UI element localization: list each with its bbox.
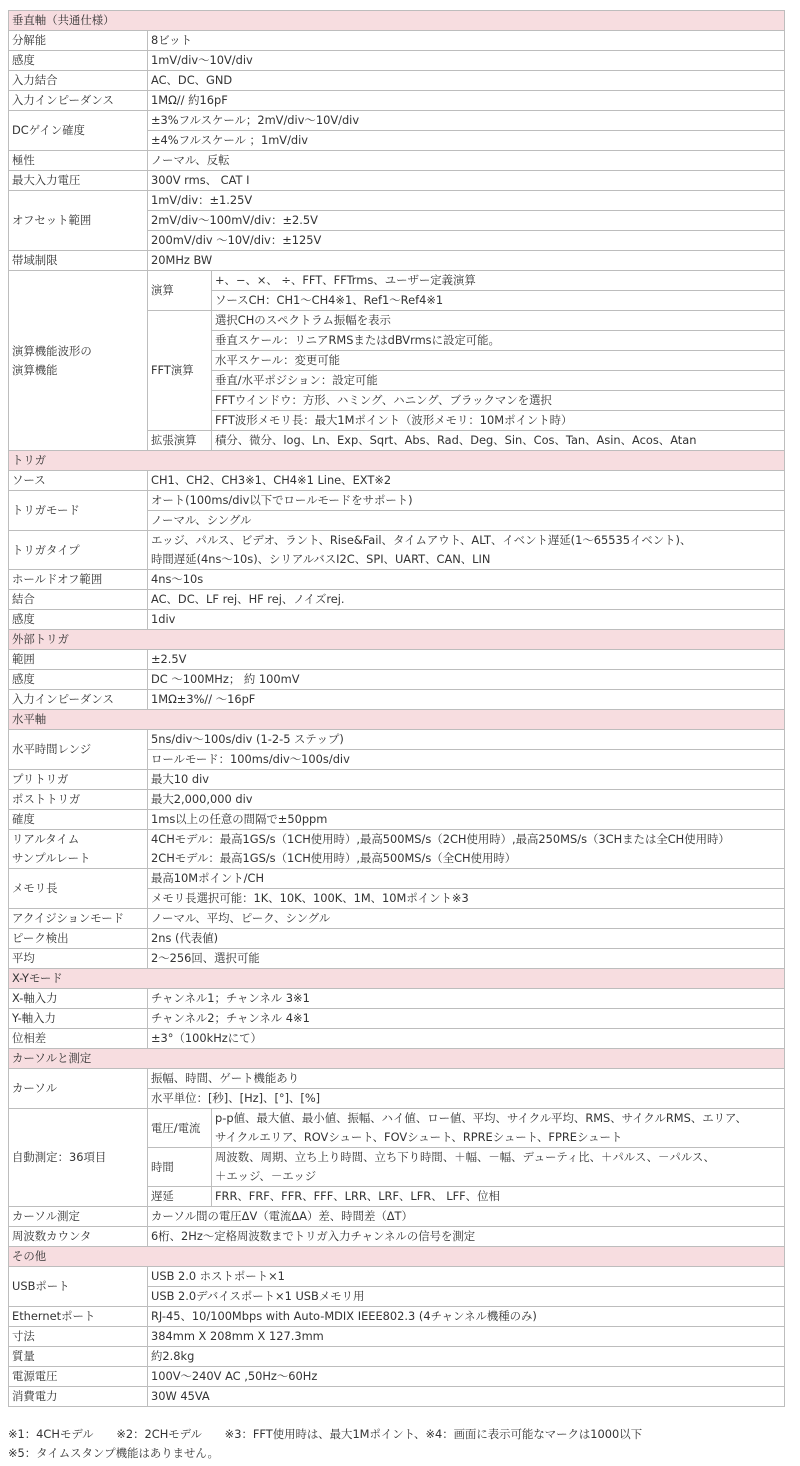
spec-row [9,670,785,690]
spec-value: 1MΩ// 約16pF [148,91,785,111]
spec-value: チャンネル1；チャンネル 3※1 [148,989,785,1009]
spec-label: ホールドオフ範囲 [9,570,148,590]
spec-value: 384mm X 208mm X 127.3mm [148,1327,785,1347]
section-header-row [9,451,785,471]
section-title: 垂直軸（共通仕様） [9,11,785,31]
spec-value: 最高10Mポイント/CH [148,869,785,889]
section-header-row [9,630,785,650]
spec-row [9,690,785,710]
spec-sub-label: 遅延 [148,1187,212,1207]
section-title: 外部トリガ [9,630,785,650]
spec-row [9,949,785,969]
spec-row [9,111,785,131]
section-title: カーソルと測定 [9,1049,785,1069]
spec-row [9,491,785,511]
spec-label: 消費電力 [9,1387,148,1407]
spec-row [9,570,785,590]
spec-value: 1MΩ±3%// ～16pF [148,690,785,710]
spec-value: 20MHz BW [148,251,785,271]
spec-value: 2mV/div～100mV/div：±2.5V [148,211,785,231]
spec-row [9,989,785,1009]
spec-label: 寸法 [9,1327,148,1347]
spec-label: 分解能 [9,31,148,51]
spec-value: p-p値、最大値、最小値、振幅、ハイ値、ロー値、平均、サイクル平均、RMS、サイクルRMS、エリア、 サイクルエリア、ROVシュート、FOVシュート、RPREシュート、FPREシュート [212,1109,785,1148]
spec-value: ノーマル、反転 [148,151,785,171]
spec-value: 最大10 div [148,770,785,790]
spec-label: アクイジションモード [9,909,148,929]
spec-value: 8ビット [148,31,785,51]
spec-sub-label: 電圧/電流 [148,1109,212,1148]
spec-value: ±3%フルスケール；2mV/div～10V/div [148,111,785,131]
spec-value: カーソル間の電圧ΔV（電流ΔA）差、時間差（ΔT） [148,1207,785,1227]
spec-value: 1ms以上の任意の間隔で±50ppm [148,810,785,830]
spec-value: FFT波形メモリ長：最大1Mポイント（波形メモリ：10Mポイント時） [212,411,785,431]
spec-row [9,929,785,949]
section-header-row [9,969,785,989]
spec-sub-label: 演算 [148,271,212,311]
spec-row [9,151,785,171]
spec-label: リアルタイム サンプルレート [9,830,148,869]
spec-value: 振幅、時間、ゲート機能あり [148,1069,785,1089]
spec-value: 1div [148,610,785,630]
section-title: X-Yモード [9,969,785,989]
spec-label: ポストトリガ [9,790,148,810]
spec-value: ソースCH：CH1～CH4※1、Ref1～Ref4※1 [212,291,785,311]
spec-row [9,770,785,790]
spec-row [9,790,785,810]
spec-value: 4CHモデル：最高1GS/s（1CH使用時）,最高500MS/s（2CH使用時）,最高250MS/s（3CHまたは全CH使用時） 2CHモデル：最高1GS/s（1CH使用時）,最高500MS/s（全CH使用時） [148,830,785,869]
spec-value: FRR、FRF、FFR、FFF、LRR、LRF、LFR、 LFF、位相 [212,1187,785,1207]
spec-row [9,1109,785,1148]
spec-label: 帯域制限 [9,251,148,271]
spec-value: オート(100ms/div以下でロールモードをサポート) [148,491,785,511]
spec-table [8,10,785,1407]
spec-row [9,610,785,630]
spec-label: 平均 [9,949,148,969]
spec-label: メモリ長 [9,869,148,909]
spec-value: ±2.5V [148,650,785,670]
spec-value: 6桁、2Hz～定格周波数までトリガ入力チャンネルの信号を測定 [148,1227,785,1247]
spec-value: CH1、CH2、CH3※1、CH4※1 Line、EXT※2 [148,471,785,491]
spec-value: ノーマル、平均、ピーク、シングル [148,909,785,929]
spec-row [9,1227,785,1247]
spec-value: ±4%フルスケール ；1mV/div [148,131,785,151]
spec-value: 300V rms、 CAT Ⅰ [148,171,785,191]
spec-row [9,471,785,491]
footnote-line: ※5：タイムスタンプ機能はありません。 [8,1446,219,1460]
spec-row [9,191,785,211]
spec-sub-label: FFT演算 [148,311,212,431]
spec-row [9,730,785,750]
spec-row [9,1267,785,1287]
spec-label: トリガタイプ [9,531,148,570]
spec-label: 位相差 [9,1029,148,1049]
spec-value: FFTウインドウ：方形、ハミング、ハニング、ブラックマンを選択 [212,391,785,411]
spec-row [9,1347,785,1367]
spec-value: エッジ、パルス、ビデオ、ラント、Rise&Fail、タイムアウト、ALT、イベント遅延(1～65535イベント)、 時間遅延(4ns～10s)、シリアルバスI2C、SPI、UART、CAN、LIN [148,531,785,570]
spec-value: 1mV/div～10V/div [148,51,785,71]
spec-row [9,51,785,71]
spec-label: ピーク検出 [9,929,148,949]
spec-value: 垂直/水平ポジション：設定可能 [212,371,785,391]
section-header-row [9,1049,785,1069]
section-title: その他 [9,1247,785,1267]
spec-row [9,91,785,111]
spec-row [9,1387,785,1407]
spec-row [9,1307,785,1327]
spec-value: 5ns/div～100s/div (1-2-5 ステップ) [148,730,785,750]
spec-value: AC、DC、GND [148,71,785,91]
spec-row [9,1009,785,1029]
spec-value: USB 2.0デバイスポート×1 USBメモリ用 [148,1287,785,1307]
spec-value: 水平スケール：変更可能 [212,351,785,371]
section-header-row [9,710,785,730]
spec-value: 水平単位：[秒]、[Hz]、[°]、[%] [148,1089,785,1109]
spec-value: DC ～100MHz； 約 100mV [148,670,785,690]
spec-value: ロールモード：100ms/div～100s/div [148,750,785,770]
spec-value: 100V～240V AC ,50Hz～60Hz [148,1367,785,1387]
spec-label: 電源電圧 [9,1367,148,1387]
spec-label: 周波数カウンタ [9,1227,148,1247]
spec-row [9,810,785,830]
spec-label: 入力インピーダンス [9,91,148,111]
spec-label: 入力結合 [9,71,148,91]
spec-table-body [9,11,785,1407]
spec-row [9,251,785,271]
spec-label: DCゲイン確度 [9,111,148,151]
spec-label: Ethernetポート [9,1307,148,1327]
spec-label: 感度 [9,51,148,71]
spec-value: 積分、微分、log、Ln、Exp、Sqrt、Abs、Rad、Deg、Sin、Cos、Tan、Asin、Acos、Atan [212,431,785,451]
spec-row [9,909,785,929]
spec-label: 自動測定：36項目 [9,1109,148,1207]
footnote-line: ※1：4CHモデル ※2：2CHモデル ※3：FFT使用時は、最大1Mポイント、※4：画面に表示可能なマークは1000以下 [8,1427,643,1441]
spec-value: RJ-45、10/100Mbps with Auto-MDIX IEEE802.3 (4チャンネル機種のみ) [148,1307,785,1327]
spec-value: +、−、×、 ÷、FFT、FFTrms、ユーザー定義演算 [212,271,785,291]
spec-value: 選択CHのスペクトラム振幅を表示 [212,311,785,331]
spec-label: カーソル測定 [9,1207,148,1227]
spec-row [9,1327,785,1347]
spec-value: メモリ長選択可能：1K、10K、100K、1M、10Mポイント※3 [148,889,785,909]
section-header-row [9,11,785,31]
spec-row [9,1367,785,1387]
spec-row [9,1029,785,1049]
spec-label: X-軸入力 [9,989,148,1009]
spec-sub-label: 拡張演算 [148,431,212,451]
spec-label: 感度 [9,670,148,690]
spec-row [9,1207,785,1227]
spec-label: 最大入力電圧 [9,171,148,191]
spec-label: 範囲 [9,650,148,670]
spec-value: ノーマル、シングル [148,511,785,531]
spec-label: Y-軸入力 [9,1009,148,1029]
spec-label: カーソル [9,1069,148,1109]
spec-value: 約2.8kg [148,1347,785,1367]
spec-label: 水平時間レンジ [9,730,148,770]
spec-value: 周波数、周期、立ち上り時間、立ち下り時間、＋幅、－幅、デューティ比、＋パルス、－パルス、 ＋エッジ、－エッジ [212,1148,785,1187]
spec-label: 演算機能波形の 演算機能 [9,271,148,451]
spec-value: 2ns (代表値) [148,929,785,949]
spec-row [9,271,785,291]
spec-value: チャンネル2；チャンネル 4※1 [148,1009,785,1029]
spec-row [9,171,785,191]
spec-row [9,31,785,51]
spec-value: 30W 45VA [148,1387,785,1407]
spec-value: AC、DC、LF rej、HF rej、ノイズrej. [148,590,785,610]
spec-label: 質量 [9,1347,148,1367]
spec-label: トリガモード [9,491,148,531]
spec-label: オフセット範囲 [9,191,148,251]
spec-value: ±3°（100kHzにて） [148,1029,785,1049]
spec-sub-label: 時間 [148,1148,212,1187]
spec-row [9,869,785,889]
spec-row [9,650,785,670]
section-title: 水平軸 [9,710,785,730]
spec-value: 200mV/div ～10V/div：±125V [148,231,785,251]
spec-row [9,830,785,869]
spec-value: 1mV/div：±1.25V [148,191,785,211]
spec-row [9,531,785,570]
footnotes [8,1425,642,1463]
spec-value: 2～256回、選択可能 [148,949,785,969]
spec-label: 結合 [9,590,148,610]
spec-label: 感度 [9,610,148,630]
section-title: トリガ [9,451,785,471]
section-header-row [9,1247,785,1267]
spec-value: 垂直スケール：リニアRMSまたはdBVrmsに設定可能。 [212,331,785,351]
spec-label: ソース [9,471,148,491]
spec-label: USBポート [9,1267,148,1307]
spec-label: 入力インピーダンス [9,690,148,710]
spec-value: USB 2.0 ホストポート×1 [148,1267,785,1287]
spec-value: 最大2,000,000 div [148,790,785,810]
spec-row [9,1069,785,1089]
spec-row [9,71,785,91]
spec-value: 4ns～10s [148,570,785,590]
spec-row [9,590,785,610]
spec-label: プリトリガ [9,770,148,790]
spec-label: 確度 [9,810,148,830]
spec-label: 極性 [9,151,148,171]
